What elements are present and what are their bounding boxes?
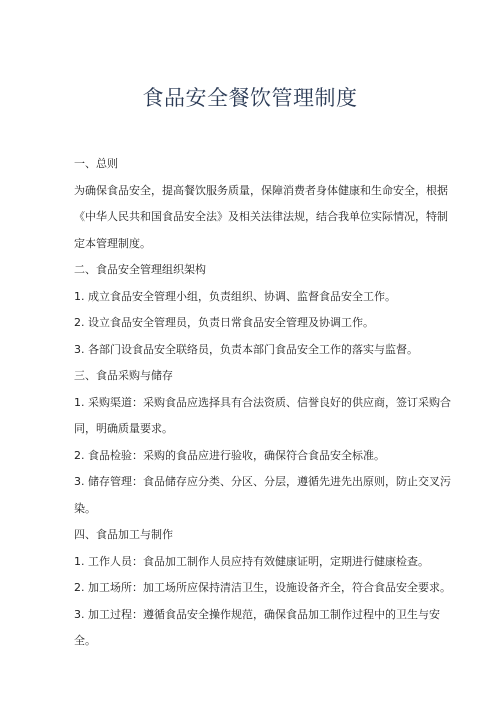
section-heading-procurement-storage: 三、食品采购与储存 — [74, 369, 173, 382]
list-item-continuation: 染。 — [74, 501, 96, 515]
list-item: 3. 加工过程：遵循食品安全操作规范，确保食品加工制作过程中的卫生与安 — [74, 607, 440, 621]
section-heading-general: 一、总则 — [74, 157, 118, 170]
list-item: 1. 工作人员：食品加工制作人员应持有效健康证明，定期进行健康检查。 — [74, 554, 429, 568]
list-item: 3. 储存管理：食品储存应分类、分区、分层，遵循先进先出原则，防止交叉污 — [74, 475, 451, 488]
section-heading-processing: 四、食品加工与制作 — [74, 528, 173, 541]
list-item: 2. 食品检验：采购的食品应进行验收，确保符合食品安全标准。 — [74, 448, 385, 462]
list-item: 3. 各部门设食品安全联络员，负责本部门食品安全工作的落实与监督。 — [74, 342, 418, 356]
list-item: 1. 采购渠道：采购食品应选择具有合法资质、信誉良好的供应商，签订采购合 — [74, 395, 451, 409]
list-item-continuation: 同，明确质量要求。 — [74, 422, 173, 435]
list-item: 1. 成立食品安全管理小组，负责组织、协调、监督食品安全工作。 — [74, 289, 396, 303]
document-title: 食品安全餐饮管理制度 — [142, 86, 358, 110]
paragraph-line: 《中华人民共和国食品安全法》及相关法律法规，结合我单位实际情况，特制 — [74, 210, 448, 223]
document-body — [74, 151, 451, 655]
list-item: 2. 设立食品安全管理员，负责日常食品安全管理及协调工作。 — [74, 316, 374, 329]
paragraph-line: 为确保食品安全，提高餐饮服务质量，保障消费者身体健康和生命安全，根据 — [74, 183, 448, 197]
section-heading-organization: 二、食品安全管理组织架构 — [74, 263, 206, 276]
paragraph-line: 定本管理制度。 — [74, 236, 151, 250]
list-item: 2. 加工场所：加工场所应保持清洁卫生，设施设备齐全，符合食品安全要求。 — [74, 581, 451, 594]
list-item-continuation: 全。 — [74, 634, 96, 647]
